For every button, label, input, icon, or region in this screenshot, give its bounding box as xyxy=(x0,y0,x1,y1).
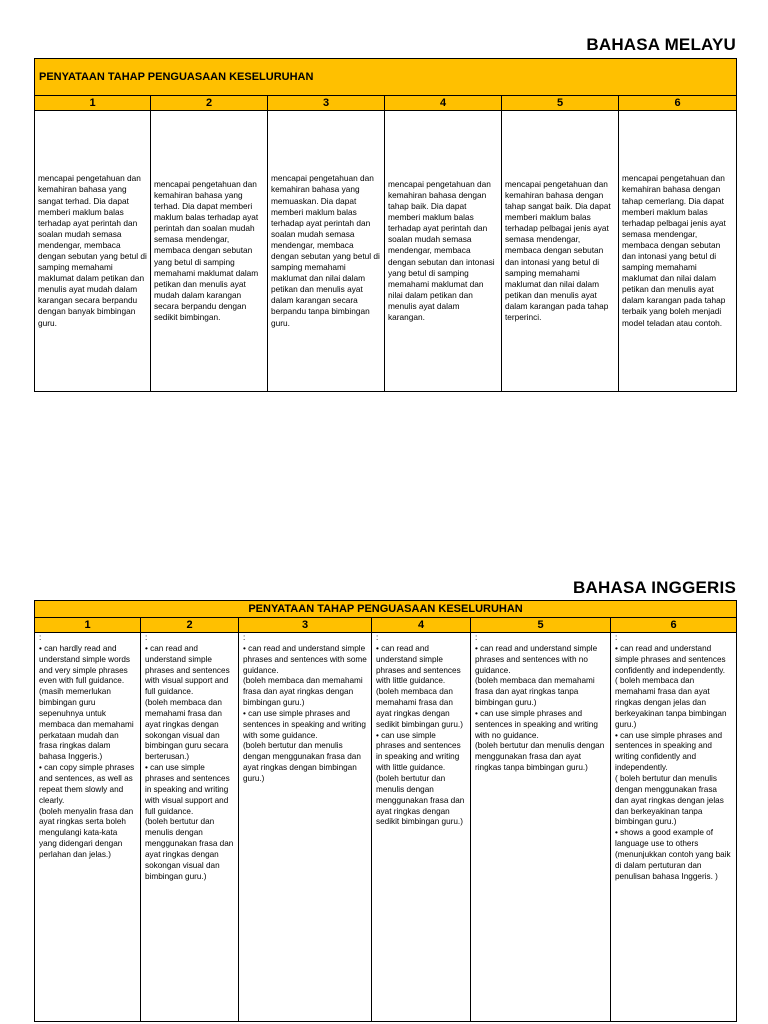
english-level-4: 4 xyxy=(372,618,471,633)
malay-section-title: BAHASA MELAYU xyxy=(586,35,736,54)
english-desc-cell-3 xyxy=(239,633,372,1022)
malay-desc-1: mencapai pengetahuan dan kemahiran bahasa yang sangat terhad. Dia dapat memberi maklum balas terhadap ayat perintah dan soalan mudah semasa mendengar, membaca dengan sebutan yang betul di samping memahami maklumat dalam petikan dan menulis ayat mudah dalam karangan secara berpandu dengan banyak bimbingan guru. xyxy=(38,173,147,328)
malay-desc-cell-5 xyxy=(502,111,619,392)
malay-desc-2: mencapai pengetahuan dan kemahiran bahasa yang terhad. Dia dapat memberi maklum balas terhadap ayat perintah dan soalan mudah semasa mendengar, membaca dengan sebutan yang betul di samping memahami maklumat dalam petikan dan menulis ayat mudah dalam karangan secara berpandu dengan sedikit bimbingan. xyxy=(154,178,259,323)
malay-desc-cell-2 xyxy=(151,111,268,392)
english-level-1: 1 xyxy=(35,618,141,633)
english-level-3: 3 xyxy=(239,618,372,633)
english-desc-cell-2 xyxy=(141,633,239,1022)
english-desc-2: : • can read and understand simple phrases and sentences with visual support and full guidance. (boleh membaca dan memahami frasa dan ayat ringkas dengan sokongan visual dan bimbingan guru secara berterusan.) • can use simple phrases and sentences in speaking and writing with visual support and full guidance. (boleh bertutur dan menulis dengan menggunakan frasa dan ayat ringkas dengan sokongan visual dan bimbingan guru.) xyxy=(145,633,234,881)
malay-desc-4: mencapai pengetahuan dan kemahiran bahasa dengan tahap baik. Dia dapat memberi maklum balas terhadap ayat perintah dan soalan mudah semasa mendengar, membaca dengan sebutan dan intonasi yang betul di samping memahami maklumat dan nilai dalam petikan dan menulis ayat dalam karangan. xyxy=(388,178,495,323)
malay-level-3: 3 xyxy=(268,96,385,111)
english-section-title: BAHASA INGGERIS xyxy=(573,578,736,597)
malay-desc-3: mencapai pengetahuan dan kemahiran bahasa yang memuaskan. Dia dapat memberi maklum balas terhadap ayat perintah dan soalan mudah semasa mendengar, membaca dengan sebutan yang betul di samping memahami maklumat dan nilai dalam petikan dan menulis ayat dalam karangan secara berpandu tanpa bimbingan guru. xyxy=(271,173,380,328)
malay-desc-cell-1 xyxy=(35,111,151,392)
english-desc-cell-6 xyxy=(611,633,737,1022)
malay-desc-cell-3 xyxy=(268,111,385,392)
english-desc-4: : • can read and understand simple phrases and sentences with little guidance. (boleh membaca dan memahami frasa dan ayat ringkas dengan sedikit bimbingan guru.) • can use simple phrases and sentences in speaking and writing with little guidance. (boleh bertutur dan menulis dengan menggunakan frasa dan ayat ringkas dengan sedikit bimbingan guru.) xyxy=(376,633,465,827)
english-desc-3: : • can read and understand simple phrases and sentences with some guidance. (boleh membaca dan memahami frasa dan ayat ringkas dengan bimbingan guru.) • can use simple phrases and sentences in speaking and writing with some guidance. (boleh bertutur dan menulis dengan menggunakan frasa dan ayat ringkas dengan bimbingan guru.) xyxy=(243,633,367,783)
english-level-5: 5 xyxy=(471,618,611,633)
english-desc-5: : • can read and understand simple phrases and sentences with no guidance. (boleh membaca dan memahami frasa dan ayat ringkas tanpa bimbingan guru.) • can use simple phrases and sentences in speaking and writing with no guidance. (boleh bertutur dan menulis dengan menggunakan frasa dan ayat ringkas tanpa bimbingan guru.) xyxy=(475,633,605,773)
malay-level-5: 5 xyxy=(502,96,619,111)
malay-level-2: 2 xyxy=(151,96,268,111)
malay-table-header: PENYATAAN TAHAP PENGUASAAN KESELURUHAN xyxy=(35,59,737,96)
english-desc-1: : • can hardly read and understand simple words and very simple phrases even with full guidance. (masih memerlukan bimbingan guru sepenuhnya untuk membaca dan memahami perkataan mudah dan frasa ringkas dalam bahasa Inggeris.) • can copy simple phrases and sentences, as well as repeat them slowly and clearly. (boleh menyalin frasa dan ayat ringkas serta boleh mengulangi kata-kata yang didengari dengan perlahan dan jelas.) xyxy=(39,633,135,859)
english-rubric-table xyxy=(34,600,737,1022)
english-desc-cell-4 xyxy=(372,633,471,1022)
malay-desc-cell-4 xyxy=(385,111,502,392)
english-desc-cell-1 xyxy=(35,633,141,1022)
malay-level-4: 4 xyxy=(385,96,502,111)
english-table-header: PENYATAAN TAHAP PENGUASAAN KESELURUHAN xyxy=(35,601,737,618)
english-desc-cell-5 xyxy=(471,633,611,1022)
malay-level-6: 6 xyxy=(619,96,737,111)
malay-level-1: 1 xyxy=(35,96,151,111)
english-level-6: 6 xyxy=(611,618,737,633)
malay-rubric-table xyxy=(34,58,737,392)
english-desc-6: : • can read and understand simple phrases and sentences confidently and independently. ( boleh membaca dan memahami frasa dan ayat ringkas dengan jelas dan berkeyakinan tanpa bimbingan guru.) • can use simple phrases and sentences in speaking and writing confidently and independently. ( boleh bertutur dan menulis dengan menggunakan frasa dan ayat ringkas dengan jelas dan berkeyakinan tanpa bimbingan guru.) • shows a good example of language use to others (menunjukkan contoh yang baik di dalam pertuturan dan penulisan bahasa Inggeris. ) xyxy=(615,633,731,881)
malay-desc-cell-6 xyxy=(619,111,737,392)
malay-desc-6: mencapai pengetahuan dan kemahiran bahasa dengan tahap cemerlang. Dia dapat memberi maklum balas terhadap pelbagai jenis ayat semasa mendengar, membaca dengan sebutan dan intonasi yang betul di samping memahami maklumat dan nilai dalam petikan dan menulis ayat dalam karangan pada tahap terbaik yang boleh menjadi model teladan atau contoh. xyxy=(622,173,726,328)
malay-desc-5: mencapai pengetahuan dan kemahiran bahasa dengan tahap sangat baik. Dia dapat memberi maklum balas terhadap pelbagai jenis ayat semasa mendengar, membaca dengan sebutan dan intonasi yang betul di samping memahami maklumat dan nilai dalam petikan dan menulis ayat dalam karangan pada tahap terperinci. xyxy=(505,178,611,323)
english-level-2: 2 xyxy=(141,618,239,633)
